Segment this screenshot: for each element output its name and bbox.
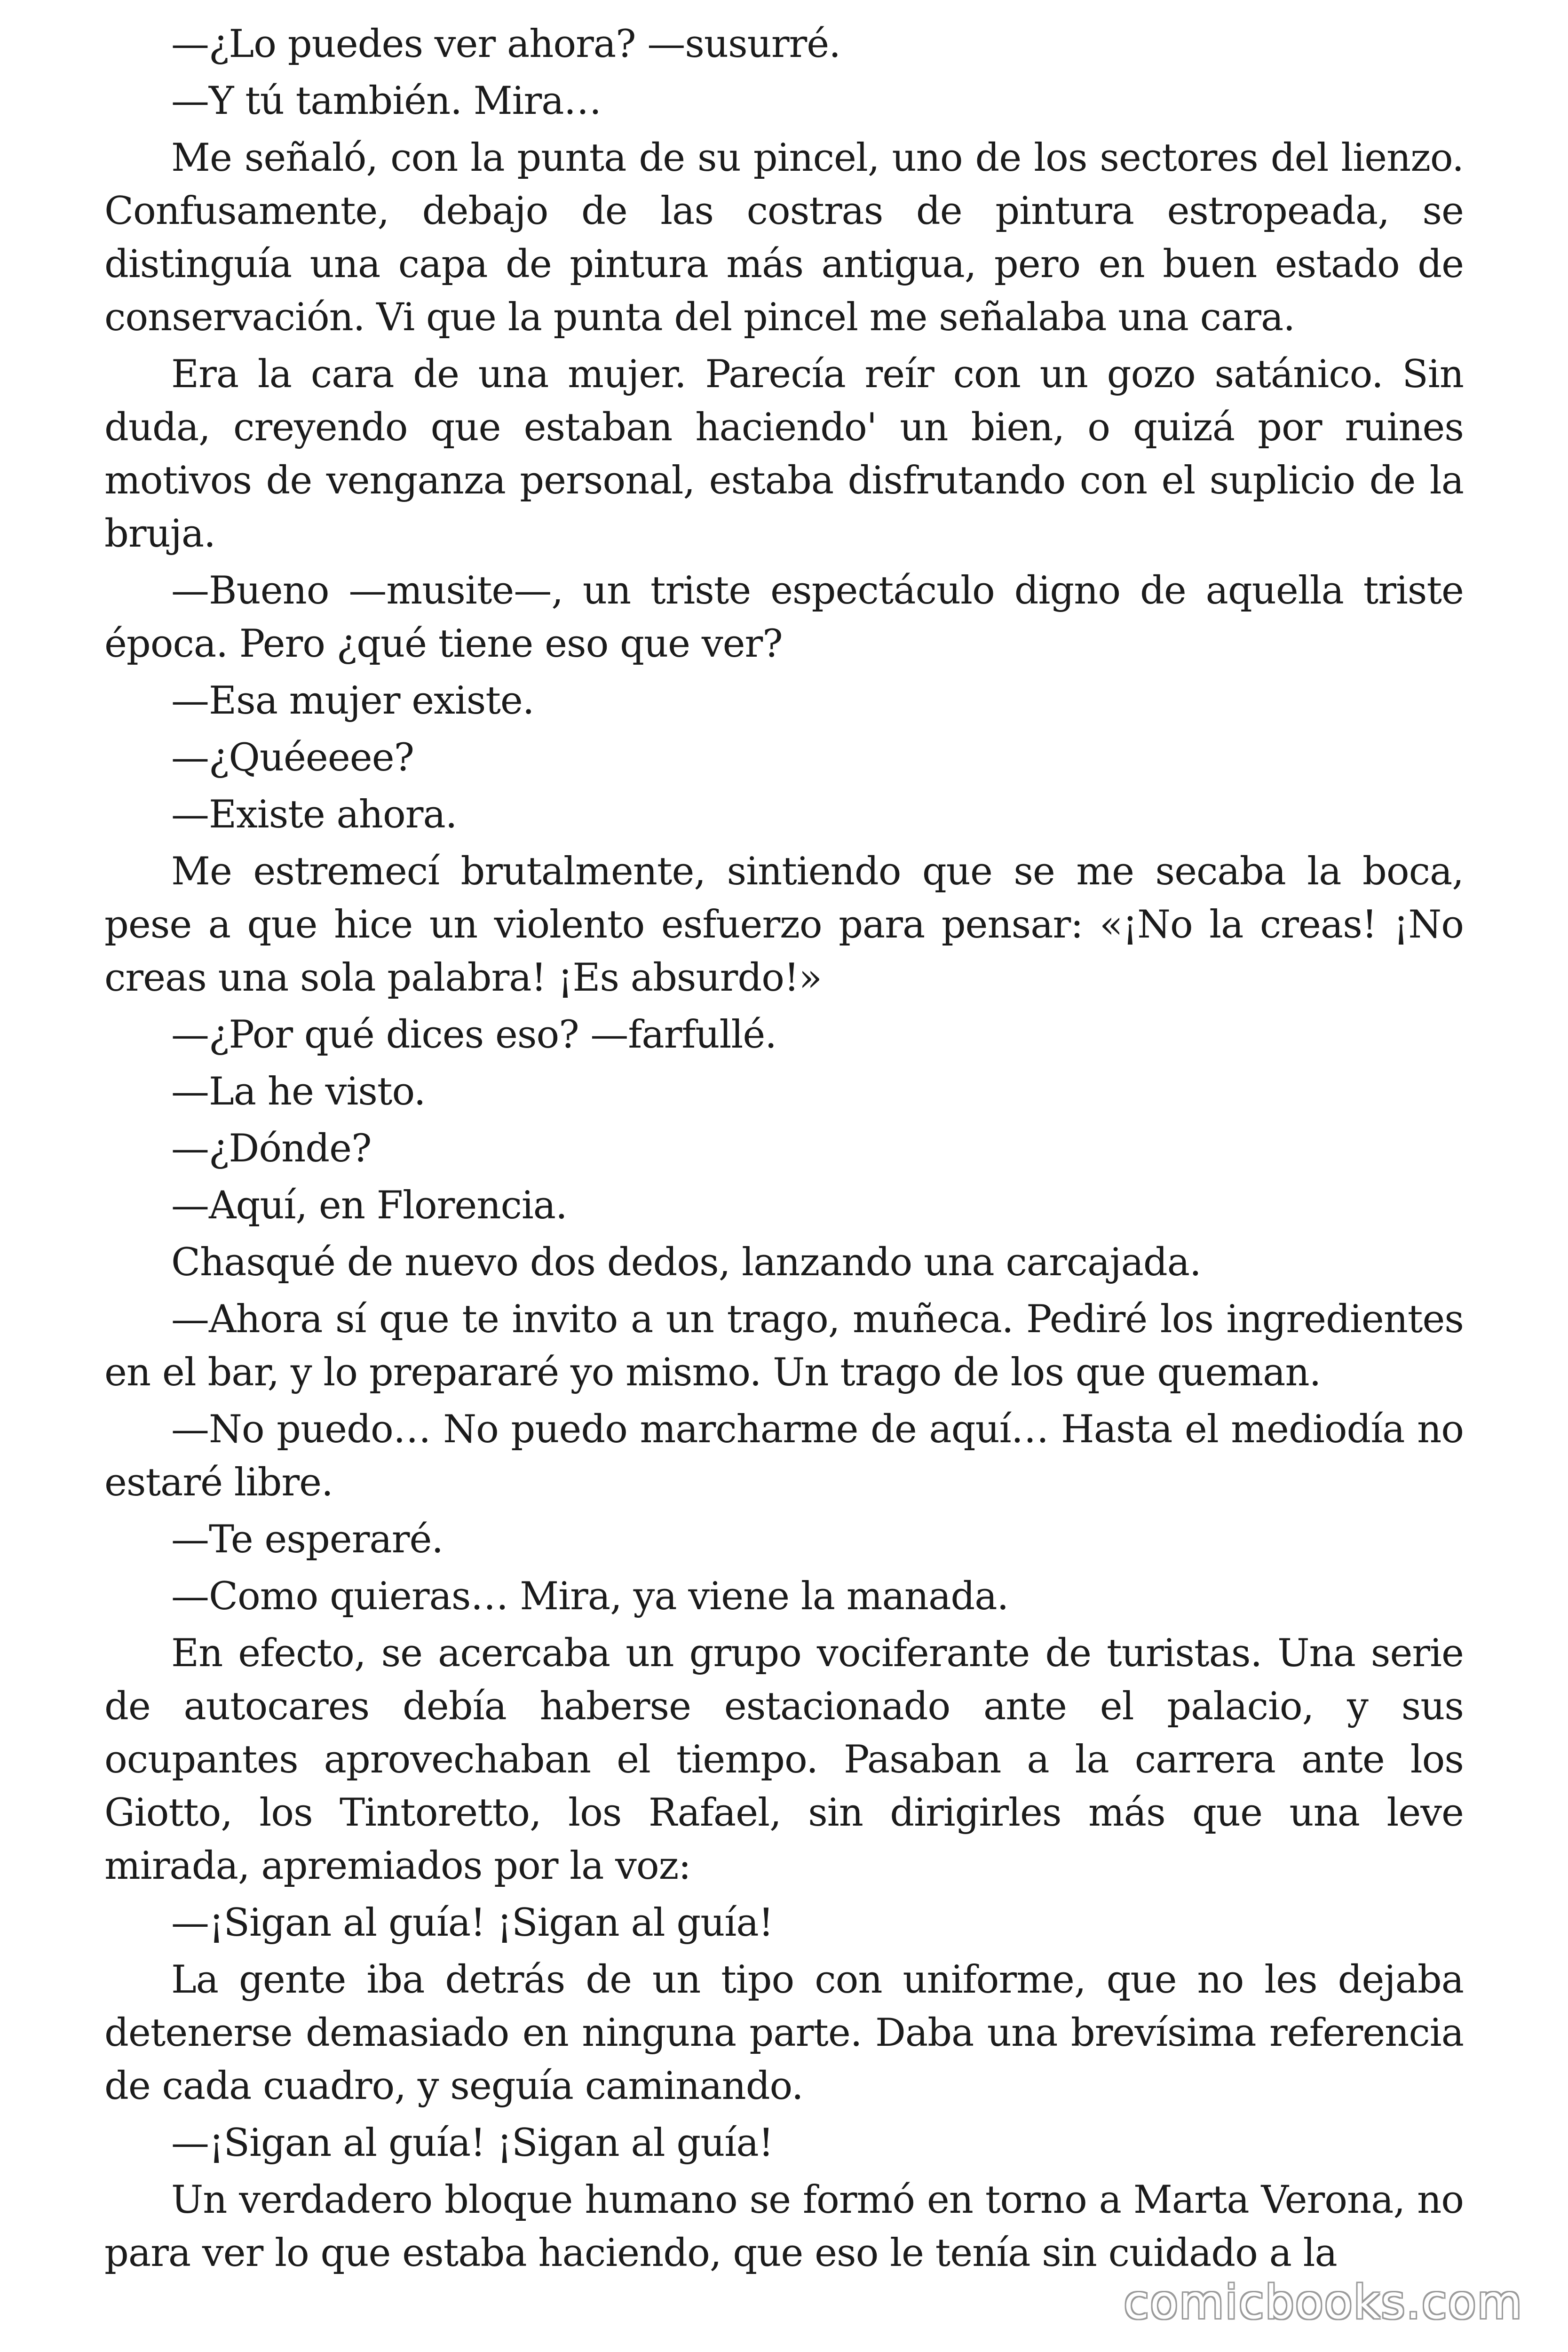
paragraph: —¿Quéeeee? (171, 736, 414, 780)
paragraph: Chasqué de nuevo dos dedos, lanzando una carcajada. (171, 1240, 1201, 1285)
paragraph: —Existe ahora. (171, 793, 457, 837)
paragraph: En efecto, se acercaba un grupo vociferante de turistas. Una serie de autocares debía haberse estacionado ante el palacio, y sus ocupantes aprovechaban el tiempo. Pasaban a la carrera ante los Giotto, los Tintoretto, los Rafael, sin dirigirles más que una leve mirada, apremiados por la voz: (104, 1631, 1464, 1888)
paragraph: —Esa mujer existe. (171, 679, 534, 723)
book-page-text (104, 18, 1464, 2284)
paragraph: —Te esperaré. (171, 1518, 443, 1562)
paragraph: —Ahora sí que te invito a un trago, muñeca. Pediré los ingredientes en el bar, y lo prepararé yo mismo. Un trago de los que queman. (104, 1297, 1464, 1395)
paragraph: Un verdadero bloque humano se formó en torno a Marta Verona, no para ver lo que estaba haciendo, que eso le tenía sin cuidado a la (104, 2178, 1464, 2275)
paragraph: La gente iba detrás de un tipo con uniforme, que no les dejaba detenerse demasiado en ninguna parte. Daba una brevísima referencia de cada cuadro, y seguía caminando. (104, 1958, 1464, 2108)
paragraph: —No puedo… No puedo marcharme de aquí… Hasta el mediodía no estaré libre. (104, 1407, 1464, 1505)
paragraph: —La he visto. (171, 1070, 426, 1114)
paragraph: —Como quieras… Mira, ya viene la manada. (171, 1574, 1009, 1619)
paragraph: —¿Lo puedes ver ahora? —susurré. (171, 22, 840, 66)
watermark: comicbooks.com (1124, 2276, 1523, 2329)
paragraph: —Y tú también. Mira… (171, 79, 602, 123)
paragraph: —¿Por qué dices eso? —farfullé. (171, 1013, 777, 1057)
paragraph: —¿Dónde? (171, 1127, 372, 1171)
paragraph: —¡Sigan al guía! ¡Sigan al guía! (171, 1901, 774, 1945)
paragraph: —¡Sigan al guía! ¡Sigan al guía! (171, 2121, 774, 2165)
paragraph: —Aquí, en Florencia. (171, 1184, 567, 1228)
paragraph: Era la cara de una mujer. Parecía reír con un gozo satánico. Sin duda, creyendo que estaban haciendo' un bien, o quizá por ruines motivos de venganza personal, estaba disfrutando con el suplicio de la bruja. (104, 352, 1464, 556)
paragraph: Me estremecí brutalmente, sintiendo que se me secaba la boca, pese a que hice un violento esfuerzo para pensar: «¡No la creas! ¡No creas una sola palabra! ¡Es absurdo!» (104, 850, 1464, 1000)
paragraph: Me señaló, con la punta de su pincel, uno de los sectores del lienzo. Confusamente, debajo de las costras de pintura estropeada, se distinguía una capa de pintura más antigua, pero en buen estado de conservación. Vi que la punta del pincel me señalaba una cara. (104, 136, 1464, 340)
paragraph: —Bueno —musite—, un triste espectáculo digno de aquella triste época. Pero ¿qué tiene eso que ver? (104, 569, 1464, 666)
